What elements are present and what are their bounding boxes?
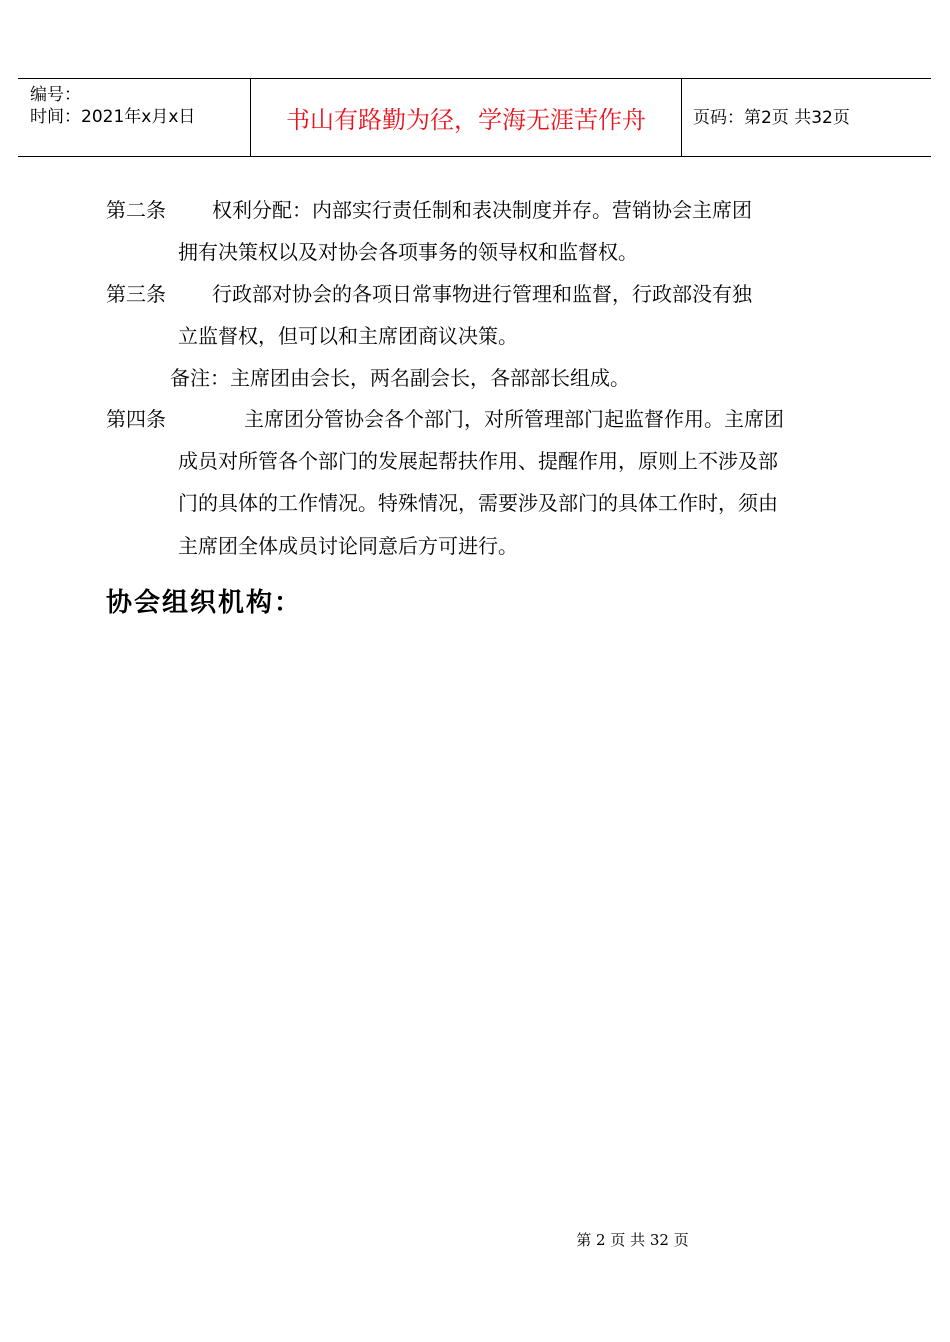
- document-number-label: 编号：: [30, 85, 81, 105]
- footer-page-number: 第 2 页 共 32 页: [576, 1231, 689, 1249]
- header-meta-cell: [18, 79, 251, 156]
- section-heading: 协会组织机构：: [106, 588, 303, 618]
- article-2-line-1: 权利分配：内部实行责任制和表决制度并存。营销协会主席团: [212, 198, 752, 222]
- article-4-line-1: 主席团分管协会各个部门，对所管理部门起监督作用。主席团: [244, 407, 784, 431]
- article-4-line-2: 成员对所管各个部门的发展起帮扶作用、提醒作用，原则上不涉及部: [178, 449, 778, 473]
- document-time-label: 时间：2021年x月x日: [30, 107, 196, 127]
- article-2-line-2: 拥有决策权以及对协会各项事务的领导权和监督权。: [178, 240, 638, 264]
- article-4-line-4: 主席团全体成员讨论同意后方可进行。: [178, 534, 518, 558]
- article-3-line-1: 行政部对协会的各项日常事物进行管理和监督，行政部没有独: [212, 282, 752, 306]
- article-2-label: 第二条: [106, 198, 166, 222]
- article-3-label: 第三条: [106, 282, 166, 306]
- header-motto: 书山有路勤为径，学海无涯苦作舟: [286, 106, 646, 134]
- page-footer: [0, 1230, 950, 1250]
- header-motto-cell: [251, 79, 682, 156]
- header-page-cell: [682, 79, 931, 156]
- article-4-label: 第四条: [106, 407, 166, 431]
- header-page-info: 页码：第2页 共32页: [693, 108, 850, 128]
- article-3-line-2: 立监督权，但可以和主席团商议决策。: [178, 324, 518, 348]
- article-4-line-3: 门的具体的工作情况。特殊情况，需要涉及部门的具体工作时，须由: [178, 491, 778, 515]
- page-header: [18, 78, 931, 157]
- note-text: 备注：主席团由会长，两名副会长，各部部长组成。: [170, 366, 630, 390]
